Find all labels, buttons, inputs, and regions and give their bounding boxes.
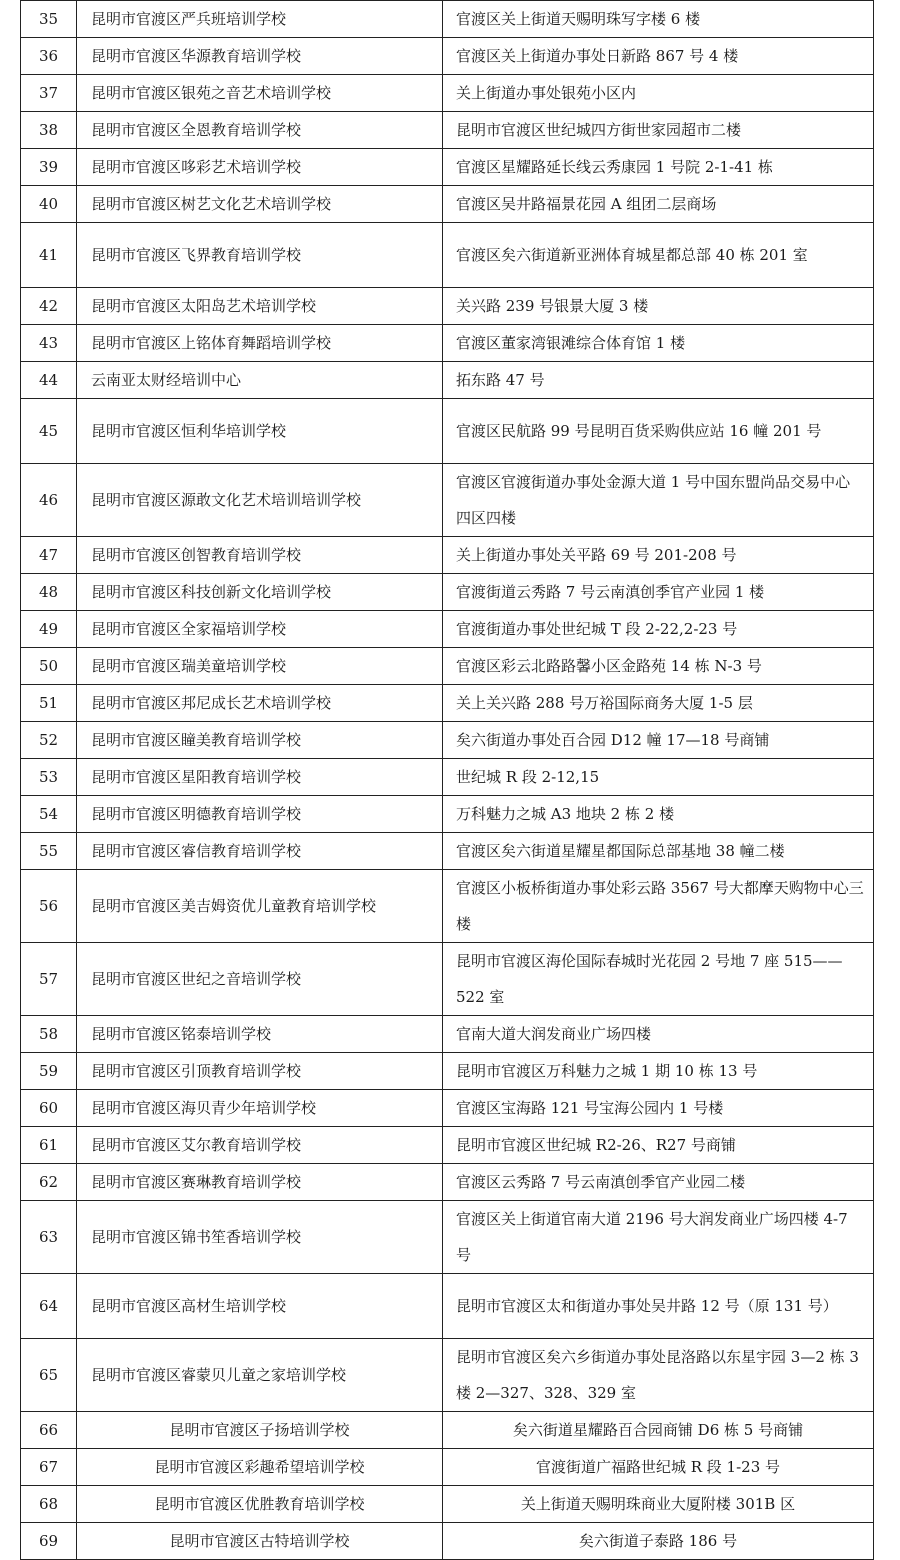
school-name: 昆明市官渡区海贝青少年培训学校 <box>77 1090 443 1127</box>
table-row <box>21 1274 874 1339</box>
school-address: 世纪城 R 段 2-12,15 <box>443 759 874 796</box>
school-address: 矣六街道办事处百合园 D12 幢 17—18 号商铺 <box>443 722 874 759</box>
school-name: 昆明市官渡区明德教育培训学校 <box>77 796 443 833</box>
school-address: 万科魅力之城 A3 地块 2 栋 2 楼 <box>443 796 874 833</box>
school-name: 昆明市官渡区银苑之音艺术培训学校 <box>77 75 443 112</box>
table-row <box>21 1090 874 1127</box>
row-number: 41 <box>21 223 77 288</box>
school-address: 昆明市官渡区世纪城 R2-26、R27 号商铺 <box>443 1127 874 1164</box>
school-address: 官渡街道广福路世纪城 R 段 1-23 号 <box>443 1449 874 1486</box>
row-number: 68 <box>21 1486 77 1523</box>
school-address: 矣六街道星耀路百合园商铺 D6 栋 5 号商铺 <box>443 1412 874 1449</box>
school-address: 官渡区官渡街道办事处金源大道 1 号中国东盟尚品交易中心四区四楼 <box>443 464 874 537</box>
school-address: 昆明市官渡区世纪城四方街世家园超市二楼 <box>443 112 874 149</box>
table-row <box>21 943 874 1016</box>
table-row <box>21 870 874 943</box>
row-number: 69 <box>21 1523 77 1560</box>
school-address: 昆明市官渡区海伦国际春城时光花园 2 号地 7 座 515——522 室 <box>443 943 874 1016</box>
row-number: 37 <box>21 75 77 112</box>
school-name: 云南亚太财经培训中心 <box>77 362 443 399</box>
row-number: 64 <box>21 1274 77 1339</box>
table-row <box>21 574 874 611</box>
school-address: 昆明市官渡区矣六乡街道办事处昆洛路以东星宇园 3—2 栋 3 楼 2—327、328、329 室 <box>443 1339 874 1412</box>
row-number: 65 <box>21 1339 77 1412</box>
school-name: 昆明市官渡区瞳美教育培训学校 <box>77 722 443 759</box>
school-table <box>20 0 874 1560</box>
school-address: 昆明市官渡区太和街道办事处吴井路 12 号（原 131 号） <box>443 1274 874 1339</box>
row-number: 56 <box>21 870 77 943</box>
row-number: 66 <box>21 1412 77 1449</box>
school-address: 矣六街道子泰路 186 号 <box>443 1523 874 1560</box>
school-table-body <box>21 1 874 1560</box>
school-name: 昆明市官渡区优胜教育培训学校 <box>77 1486 443 1523</box>
school-name: 昆明市官渡区彩趣希望培训学校 <box>77 1449 443 1486</box>
row-number: 38 <box>21 112 77 149</box>
school-address: 关上街道办事处关平路 69 号 201-208 号 <box>443 537 874 574</box>
school-address: 官渡区矣六街道新亚洲体育城星都总部 40 栋 201 室 <box>443 223 874 288</box>
school-address: 官渡区小板桥街道办事处彩云路 3567 号大都摩天购物中心三楼 <box>443 870 874 943</box>
row-number: 46 <box>21 464 77 537</box>
school-address: 官渡区董家湾银滩综合体育馆 1 楼 <box>443 325 874 362</box>
row-number: 67 <box>21 1449 77 1486</box>
table-row <box>21 149 874 186</box>
table-row <box>21 399 874 464</box>
school-name: 昆明市官渡区严兵班培训学校 <box>77 1 443 38</box>
school-address: 官渡街道云秀路 7 号云南滇创季官产业园 1 楼 <box>443 574 874 611</box>
row-number: 55 <box>21 833 77 870</box>
row-number: 57 <box>21 943 77 1016</box>
table-row <box>21 38 874 75</box>
row-number: 48 <box>21 574 77 611</box>
school-address: 官渡区云秀路 7 号云南滇创季官产业园二楼 <box>443 1164 874 1201</box>
school-name: 昆明市官渡区睿蒙贝儿童之家培训学校 <box>77 1339 443 1412</box>
row-number: 60 <box>21 1090 77 1127</box>
school-address: 官渡区吴井路福景花园 A 组团二层商场 <box>443 186 874 223</box>
school-address: 官渡区星耀路延长线云秀康园 1 号院 2-1-41 栋 <box>443 149 874 186</box>
table-row <box>21 223 874 288</box>
row-number: 45 <box>21 399 77 464</box>
school-name: 昆明市官渡区源敢文化艺术培训培训学校 <box>77 464 443 537</box>
school-address: 关兴路 239 号银景大厦 3 楼 <box>443 288 874 325</box>
table-row <box>21 1449 874 1486</box>
row-number: 35 <box>21 1 77 38</box>
school-address: 关上街道天赐明珠商业大厦附楼 301B 区 <box>443 1486 874 1523</box>
table-row <box>21 648 874 685</box>
table-row <box>21 325 874 362</box>
table-row <box>21 1016 874 1053</box>
school-address: 拓东路 47 号 <box>443 362 874 399</box>
school-address: 官渡区关上街道官南大道 2196 号大润发商业广场四楼 4-7 号 <box>443 1201 874 1274</box>
table-row <box>21 112 874 149</box>
table-row <box>21 362 874 399</box>
school-name: 昆明市官渡区高材生培训学校 <box>77 1274 443 1339</box>
table-row <box>21 288 874 325</box>
school-address: 官渡街道办事处世纪城 T 段 2-22,2-23 号 <box>443 611 874 648</box>
school-address: 关上关兴路 288 号万裕国际商务大厦 1-5 层 <box>443 685 874 722</box>
school-name: 昆明市官渡区引顶教育培训学校 <box>77 1053 443 1090</box>
school-name: 昆明市官渡区睿信教育培训学校 <box>77 833 443 870</box>
table-row <box>21 833 874 870</box>
row-number: 58 <box>21 1016 77 1053</box>
row-number: 36 <box>21 38 77 75</box>
row-number: 54 <box>21 796 77 833</box>
school-name: 昆明市官渡区上铭体育舞蹈培训学校 <box>77 325 443 362</box>
school-address: 官渡区宝海路 121 号宝海公园内 1 号楼 <box>443 1090 874 1127</box>
table-row <box>21 796 874 833</box>
table-row <box>21 722 874 759</box>
school-name: 昆明市官渡区邦尼成长艺术培训学校 <box>77 685 443 722</box>
school-name: 昆明市官渡区科技创新文化培训学校 <box>77 574 443 611</box>
school-name: 昆明市官渡区太阳岛艺术培训学校 <box>77 288 443 325</box>
school-name: 昆明市官渡区美吉姆资优儿童教育培训学校 <box>77 870 443 943</box>
row-number: 63 <box>21 1201 77 1274</box>
school-name: 昆明市官渡区星阳教育培训学校 <box>77 759 443 796</box>
school-name: 昆明市官渡区古特培训学校 <box>77 1523 443 1560</box>
row-number: 39 <box>21 149 77 186</box>
school-address: 官南大道大润发商业广场四楼 <box>443 1016 874 1053</box>
row-number: 40 <box>21 186 77 223</box>
row-number: 62 <box>21 1164 77 1201</box>
row-number: 50 <box>21 648 77 685</box>
school-name: 昆明市官渡区创智教育培训学校 <box>77 537 443 574</box>
school-name: 昆明市官渡区艾尔教育培训学校 <box>77 1127 443 1164</box>
school-address: 昆明市官渡区万科魅力之城 1 期 10 栋 13 号 <box>443 1053 874 1090</box>
table-row <box>21 1 874 38</box>
row-number: 44 <box>21 362 77 399</box>
school-address: 官渡区彩云北路路馨小区金路苑 14 栋 N-3 号 <box>443 648 874 685</box>
row-number: 43 <box>21 325 77 362</box>
table-row <box>21 1053 874 1090</box>
row-number: 53 <box>21 759 77 796</box>
table-row <box>21 1486 874 1523</box>
row-number: 47 <box>21 537 77 574</box>
school-name: 昆明市官渡区铭泰培训学校 <box>77 1016 443 1053</box>
school-name: 昆明市官渡区赛琳教育培训学校 <box>77 1164 443 1201</box>
school-address: 官渡区关上街道天赐明珠写字楼 6 楼 <box>443 1 874 38</box>
row-number: 42 <box>21 288 77 325</box>
table-row <box>21 75 874 112</box>
table-row <box>21 186 874 223</box>
table-row <box>21 1127 874 1164</box>
table-row <box>21 1523 874 1560</box>
table-row <box>21 611 874 648</box>
table-row <box>21 537 874 574</box>
table-row <box>21 685 874 722</box>
school-address: 官渡区关上街道办事处日新路 867 号 4 楼 <box>443 38 874 75</box>
school-address: 官渡区民航路 99 号昆明百货采购供应站 16 幢 201 号 <box>443 399 874 464</box>
school-address: 关上街道办事处银苑小区内 <box>443 75 874 112</box>
school-name: 昆明市官渡区飞界教育培训学校 <box>77 223 443 288</box>
table-row <box>21 1339 874 1412</box>
row-number: 49 <box>21 611 77 648</box>
row-number: 52 <box>21 722 77 759</box>
table-row <box>21 759 874 796</box>
table-row <box>21 464 874 537</box>
table-row <box>21 1412 874 1449</box>
row-number: 51 <box>21 685 77 722</box>
school-name: 昆明市官渡区树艺文化艺术培训学校 <box>77 186 443 223</box>
table-row <box>21 1164 874 1201</box>
table-row <box>21 1201 874 1274</box>
school-name: 昆明市官渡区哆彩艺术培训学校 <box>77 149 443 186</box>
school-name: 昆明市官渡区全家福培训学校 <box>77 611 443 648</box>
school-name: 昆明市官渡区华源教育培训学校 <box>77 38 443 75</box>
row-number: 59 <box>21 1053 77 1090</box>
school-name: 昆明市官渡区世纪之音培训学校 <box>77 943 443 1016</box>
school-name: 昆明市官渡区子扬培训学校 <box>77 1412 443 1449</box>
school-name: 昆明市官渡区全恩教育培训学校 <box>77 112 443 149</box>
school-address: 官渡区矣六街道星耀星都国际总部基地 38 幢二楼 <box>443 833 874 870</box>
row-number: 61 <box>21 1127 77 1164</box>
school-name: 昆明市官渡区瑞美童培训学校 <box>77 648 443 685</box>
school-name: 昆明市官渡区恒利华培训学校 <box>77 399 443 464</box>
school-name: 昆明市官渡区锦书笙香培训学校 <box>77 1201 443 1274</box>
